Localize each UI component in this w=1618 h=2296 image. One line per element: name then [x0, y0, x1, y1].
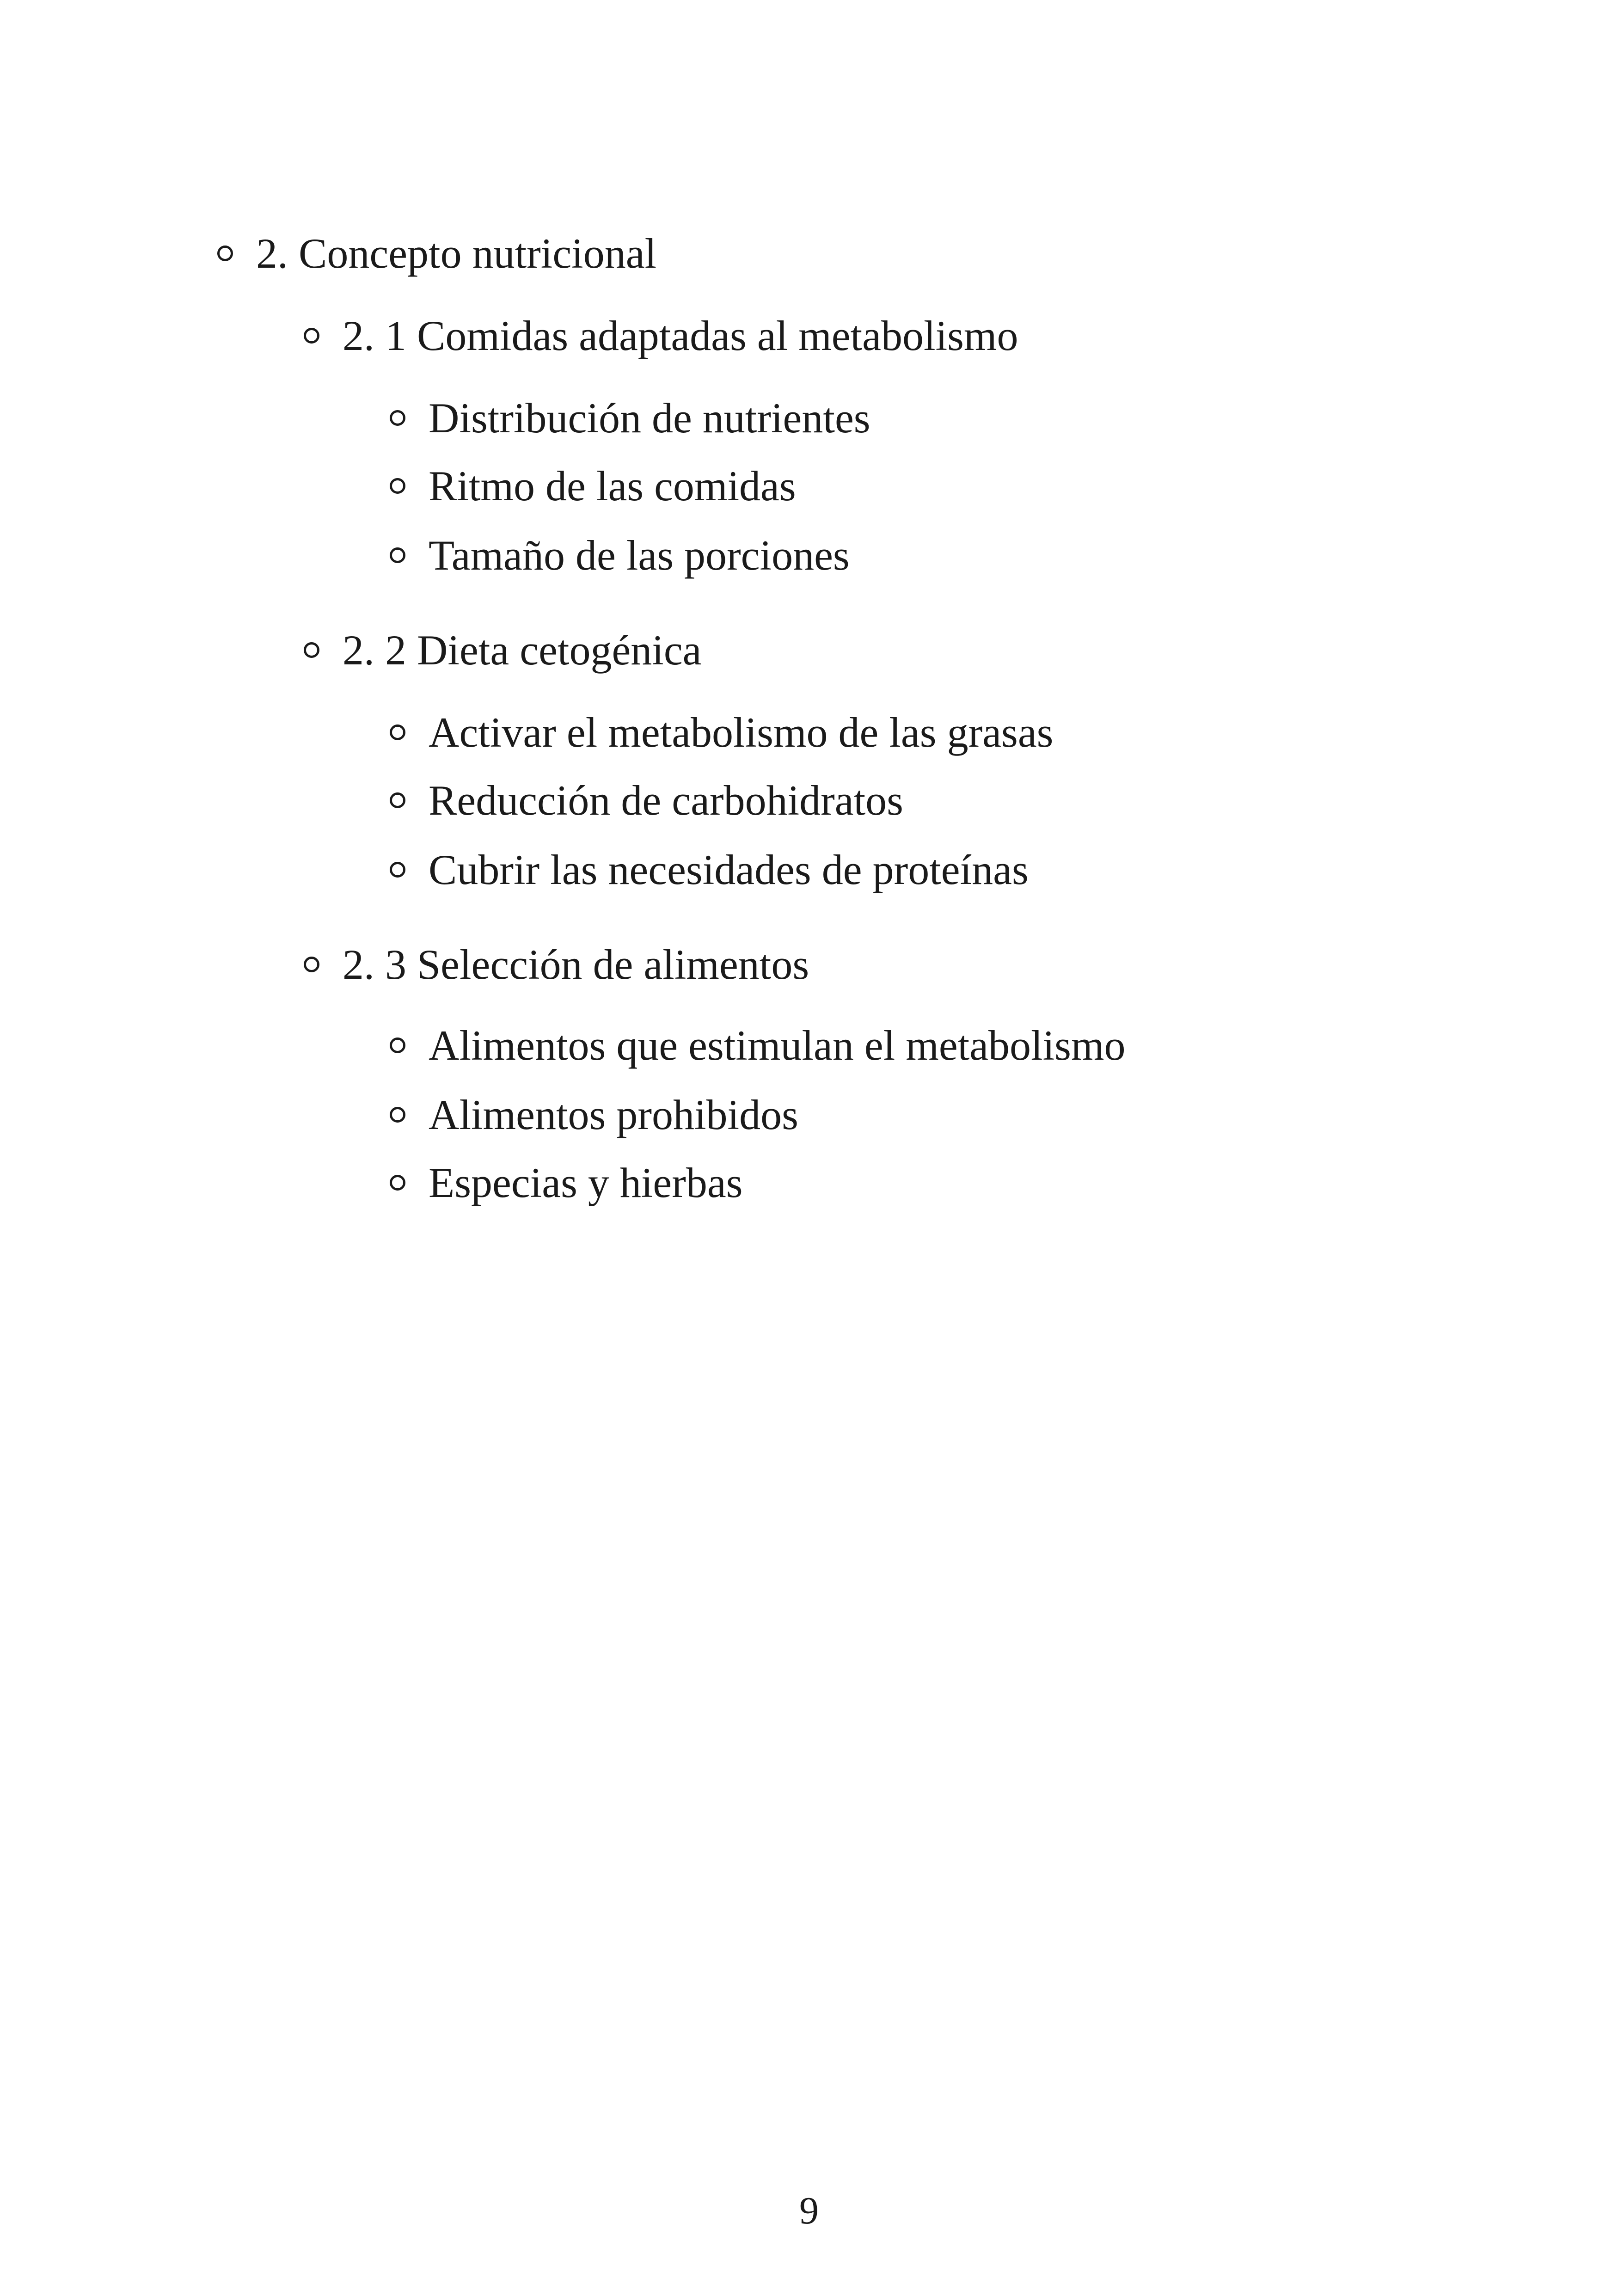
hollow-circle-bullet-icon	[390, 1037, 405, 1053]
hollow-circle-bullet-icon	[304, 328, 319, 344]
outline-item	[390, 394, 870, 442]
outline-item	[390, 779, 903, 822]
hollow-circle-bullet-icon	[390, 792, 405, 808]
outline-item	[390, 848, 1029, 891]
hollow-circle-bullet-icon	[390, 1175, 405, 1191]
outline-item	[390, 1093, 798, 1136]
outline-item	[390, 1161, 743, 1204]
section-heading: 2. Concepto nutricional	[256, 230, 657, 277]
hollow-circle-bullet-icon	[390, 478, 405, 494]
subsection-heading: 2. 3 Selección de alimentos	[343, 941, 809, 988]
outline-subsection	[304, 626, 702, 674]
subsection-heading: 2. 1 Comidas adaptadas al metabolismo	[343, 312, 1018, 359]
outline-item	[390, 534, 850, 577]
outline-item-text: Activar el metabolismo de las grasas	[429, 709, 1054, 756]
hollow-circle-bullet-icon	[390, 862, 405, 878]
hollow-circle-bullet-icon	[304, 642, 319, 658]
outline-item-text: Tamaño de las porciones	[429, 532, 850, 579]
outline-section	[217, 232, 656, 275]
hollow-circle-bullet-icon	[390, 410, 405, 426]
hollow-circle-bullet-icon	[390, 1107, 405, 1123]
outline-item-text: Alimentos que estimulan el metabolismo	[429, 1022, 1126, 1069]
outline-item-text: Distribución de nutrientes	[429, 394, 870, 442]
outline-subsection	[304, 314, 1018, 357]
page-number: 9	[799, 2189, 819, 2232]
outline-item	[390, 462, 796, 510]
outline-item	[390, 711, 1053, 754]
hollow-circle-bullet-icon	[304, 957, 319, 972]
outline-item-text: Cubrir las necesidades de proteínas	[429, 846, 1029, 893]
hollow-circle-bullet-icon	[390, 547, 405, 563]
subsection-heading: 2. 2 Dieta cetogénica	[343, 626, 702, 674]
hollow-circle-bullet-icon	[217, 246, 233, 261]
outline-item	[390, 1024, 1126, 1067]
outline-subsection	[304, 943, 809, 986]
outline-item-text: Ritmo de las comidas	[429, 462, 796, 510]
outline-item-text: Reducción de carbohidratos	[429, 777, 903, 824]
hollow-circle-bullet-icon	[390, 724, 405, 740]
outline-item-text: Especias y hierbas	[429, 1159, 743, 1206]
outline-item-text: Alimentos prohibidos	[429, 1091, 798, 1138]
